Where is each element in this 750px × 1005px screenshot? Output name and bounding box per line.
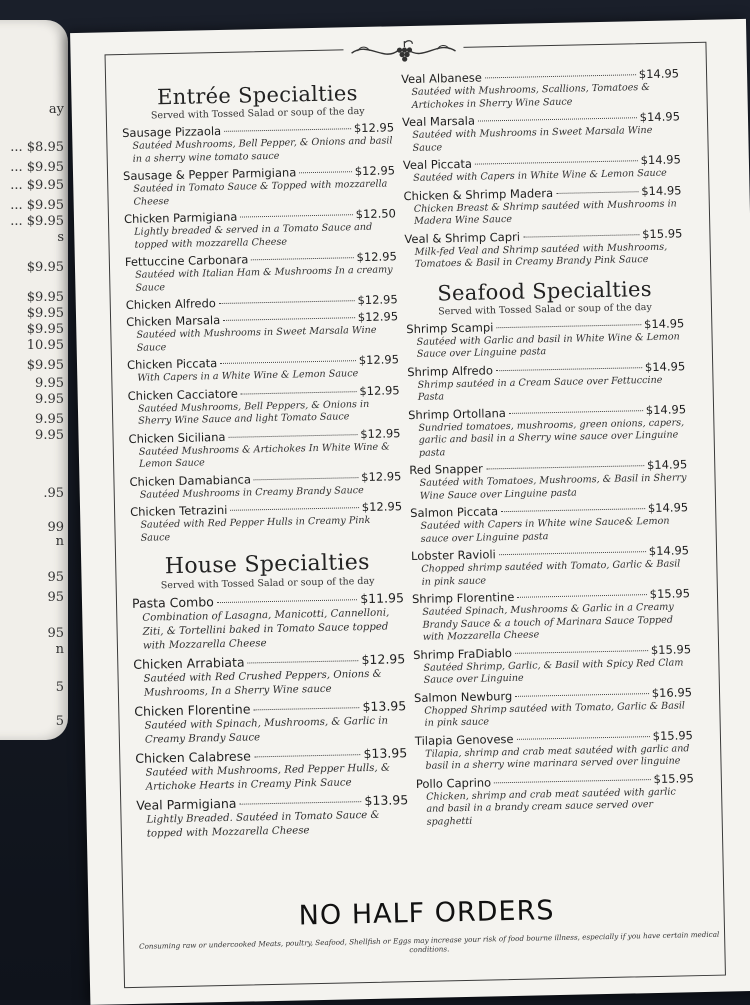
menu-item-price: $11.95 (360, 590, 405, 607)
menu-item-description: Milk-fed Veal and Shrimp sautéed with Mushrooms, Tomatoes & Basil in Creamy Brandy Pink Sauce (414, 241, 668, 270)
menu-item-name: Chicken & Shrimp Madera (403, 185, 554, 203)
left-page-fragment: $9.95 (26, 306, 64, 321)
menu-item-price: $12.95 (361, 468, 402, 484)
menu-item-price: $15.95 (649, 586, 691, 602)
menu-item-description: Tilapia, shrimp and crab meat sautéed with garlic and basil in a sherry wine marinara served over linguine (425, 742, 690, 772)
menu-item (403, 152, 682, 185)
dot-leader (496, 324, 641, 328)
dot-leader (248, 660, 359, 663)
dot-leader (515, 650, 648, 654)
menu-item-price: $15.95 (652, 727, 694, 743)
menu-item-price: $12.95 (354, 163, 396, 179)
menu-item (407, 359, 686, 405)
menu-item-name: Lobster Ravioli (410, 547, 496, 564)
left-page-fragment: .95 (43, 486, 64, 501)
menu-item-description: Sautéed Mushrooms, Bell Peppers, & Onions in Sherry Wine Sauce and light Tomato Sauce (137, 398, 370, 427)
dot-leader (515, 693, 649, 697)
left-page-fragment: 9.95 (35, 376, 64, 391)
menu-item-description: Combination of Lasagna, Manicotti, Cannelloni, Ziti, & Tortellini baked in Tomato Sauce topped with Mozzarella Cheese (142, 607, 390, 652)
left-page-fragment: $9.95 (26, 322, 64, 337)
grape-vine-ornament-icon (343, 35, 464, 68)
food-safety-disclaimer: Consuming raw or undercooked Meats, poultry, Seafood, Shellfish or Eggs may increase your risk of food bourne illness, especially if you have certain medical conditions. (138, 929, 720, 955)
dot-leader (523, 234, 639, 237)
menu-item-description: Sautéed with Mushrooms in Sweet Marsala Wine Sauce (136, 324, 377, 354)
menu-item-name: Chicken Parmigiana (123, 209, 238, 226)
left-page-fragment: $9.95 (26, 290, 64, 305)
left-page-fragment: ... $9.95 (10, 198, 64, 213)
menu-item (401, 66, 680, 112)
menu-item-price: $12.95 (356, 249, 397, 265)
menu-item (403, 183, 682, 229)
menu-item (124, 206, 397, 252)
menu-item (126, 292, 398, 312)
menu-item-price: $12.50 (355, 206, 397, 222)
dot-leader (217, 599, 357, 603)
menu-item-description: Sautéed with Red Pepper Hulls in Creamy Pink Sauce (140, 514, 371, 544)
entree-title: Entrée Specialties (156, 81, 358, 110)
menu-item-price: $13.95 (362, 698, 407, 715)
dot-leader (220, 360, 356, 364)
menu-item (128, 426, 401, 472)
menu-item-description: Sautéed with Mushrooms, Red Pepper Hulls, & Artichoke Hearts in Creamy Pink Sauce (145, 762, 391, 793)
house-list (132, 590, 409, 842)
menu-item-name: Chicken Damabianca (129, 471, 252, 489)
menu-item-name: Veal Albanese (400, 70, 483, 87)
menu-item (127, 352, 400, 385)
seafood-subtitle: Served with Tossed Salad or soup of the day (438, 301, 652, 317)
dot-leader (254, 477, 358, 480)
right-column (401, 66, 695, 832)
menu-item-price: $12.95 (357, 292, 398, 308)
left-page-fragment: $9.95 (26, 358, 64, 373)
left-page-fragment: ... $8.95 (10, 140, 64, 155)
menu-item-price: $15.95 (650, 641, 692, 657)
menu-item-name: Salmon Newburg (413, 688, 513, 705)
house-subtitle: Served with Tossed Salad or soup of the day (160, 575, 375, 592)
menu-item-name: Veal Marsala (401, 113, 476, 130)
menu-item (408, 402, 687, 460)
menu-item-description: Sundried tomatoes, mushrooms, green onions, capers, garlic and basil in a Sherry wine sauce over Linguine pasta (418, 416, 685, 459)
menu-item-name: Chicken Cacciatore (127, 386, 238, 403)
entree-subtitle: Served with Tossed Salad or soup of the day (150, 105, 365, 122)
menu-item-name: Shrimp Alfredo (407, 362, 494, 379)
dot-leader (509, 410, 643, 414)
left-page-fragment: 5 (55, 714, 64, 729)
menu-item-description: Sautéed Mushrooms & Artichokes In White Wine & Lemon Sauce (138, 440, 390, 470)
menu-item-price: $12.95 (360, 425, 401, 441)
menu-item-price: $12.95 (357, 309, 399, 325)
dot-leader (223, 317, 355, 321)
dot-leader (475, 160, 638, 164)
menu-item-description: Sautéed with Capers in White Wine & Lemon Sauce (413, 167, 667, 184)
dot-leader (496, 367, 642, 371)
left-page-fragment: 95 (47, 590, 64, 605)
left-page-fragment: 9.95 (35, 428, 64, 443)
dot-leader (239, 801, 361, 805)
menu-item-price: $14.95 (648, 543, 690, 559)
left-page-fragment: ... $9.95 (10, 160, 64, 175)
menu-item-description: Sautéed Mushrooms in Creamy Brandy Sauce (139, 484, 364, 501)
menu-item-description: Sautéed with Mushrooms, Scallions, Tomatoes & Artichokes in Sherry Wine Sauce (411, 81, 650, 111)
menu-page (70, 19, 750, 1005)
menu-item-description: Chicken, shrimp and crab meat sautéed with garlic and basil in a brandy cream sauce served over spaghetti (426, 786, 676, 828)
left-column (121, 74, 409, 845)
house-title: House Specialties (164, 549, 370, 580)
menu-item-price: $12.95 (353, 120, 395, 136)
menu-item-name: Salmon Piccata (410, 504, 499, 521)
dot-leader (251, 257, 353, 260)
menu-item-name: Tilapia Genovese (414, 731, 514, 748)
menu-item (132, 590, 405, 654)
entree-list (122, 120, 403, 545)
veal-list (401, 66, 683, 271)
menu-item-description: Sautéed with Capers in White wine Sauce& Lemon sauce over Linguine pasta (420, 515, 670, 545)
menu-item-description: Sautéed in Tomato Sauce & Topped with mozzarella Cheese (133, 178, 388, 208)
menu-item-name: Chicken Florentine (134, 701, 251, 719)
menu-item-name: Chicken Arrabiata (133, 654, 245, 672)
menu-item-name: Veal Parmigiana (136, 795, 237, 813)
left-page-fragment: 95 (47, 626, 64, 641)
menu-item (416, 771, 695, 829)
menu-item-description: Sautéed with Red Crushed Peppers, Onions & Mushrooms, In a Sherry Wine sauce (143, 668, 382, 699)
menu-item (125, 249, 398, 295)
menu-item-description: Sautéed with Spinach, Mushrooms, & Garlic in Creamy Brandy Sauce (144, 715, 389, 746)
menu-item (135, 745, 408, 795)
menu-item-name: Shrimp Florentine (411, 589, 515, 607)
menu-item (411, 543, 690, 589)
menu-item-name: Chicken Marsala (125, 312, 221, 329)
menu-item-description: Sautéed with Tomatoes, Mushrooms, & Basil in Sherry Wine Sauce over Linguine pasta (419, 472, 687, 502)
menu-item-description: Lightly Breaded. Sautéed in Tomato Sauce & topped with Mozzarella Cheese (146, 809, 380, 840)
menu-item-price: $12.95 (361, 499, 403, 515)
left-page-fragment: 9.95 (35, 412, 64, 427)
left-page-fragment: 10.95 (26, 338, 64, 353)
menu-item (123, 163, 396, 209)
menu-item-price: $14.95 (639, 109, 681, 125)
menu-item (415, 728, 694, 774)
left-page-fragment: 5 (55, 680, 64, 695)
menu-item-name: Veal Piccata (402, 156, 473, 173)
menu-item (412, 586, 691, 644)
left-menu-page (0, 20, 68, 740)
left-page-fragment: ay (48, 102, 64, 117)
menu-item-price: $15.95 (642, 225, 683, 241)
menu-item-line (126, 292, 398, 312)
menu-item (406, 316, 685, 362)
dot-leader (501, 508, 645, 512)
menu-item (122, 120, 395, 166)
menu-item-price: $12.95 (361, 651, 406, 668)
entree-section (121, 80, 403, 545)
house-section (131, 549, 409, 842)
left-page-fragment: $9.95 (26, 260, 64, 275)
dot-leader (254, 754, 361, 757)
dot-leader (517, 736, 650, 740)
menu-item (409, 457, 688, 503)
left-page-fragment: 95 (47, 570, 64, 585)
menu-item (414, 685, 693, 731)
menu-item (402, 109, 681, 155)
left-page-fragment: s (57, 230, 64, 245)
menu-item-description: Sautéed with Garlic and basil in White Wine & Lemon Sauce over Linguine pasta (416, 330, 680, 360)
menu-item-name: Chicken Siciliana (128, 429, 226, 446)
menu-item (413, 642, 692, 688)
menu-item (404, 226, 683, 272)
menu-item-name: Sausage Pizzaola (122, 123, 222, 141)
menu-item-price: $13.95 (364, 792, 409, 809)
left-page-fragment: ... $9.95 (10, 178, 64, 193)
dot-leader (228, 434, 357, 438)
menu-item-description: With Capers in a White Wine & Lemon Sauce (137, 368, 359, 384)
menu-item (134, 698, 407, 748)
menu-item-description: Chopped Shrimp sautéed with Tomato, Garlic & Basil in pink sauce (424, 699, 686, 729)
dot-leader (241, 391, 357, 394)
dot-leader (485, 74, 636, 78)
menu-item-price: $15.95 (653, 770, 694, 786)
menu-item-name: Chicken Piccata (126, 356, 218, 372)
dot-leader (494, 779, 650, 783)
left-page-fragment: ... $9.95 (10, 214, 64, 229)
menu-item-price: $14.95 (644, 358, 686, 374)
dot-leader (299, 171, 351, 173)
menu-item-description: Sautéed with Italian Ham & Mushrooms In a creamy Sauce (135, 264, 393, 294)
menu-item-name: Red Snapper (409, 461, 483, 478)
menu-item-name: Shrimp FraDiablo (413, 645, 513, 662)
menu-item-name: Pasta Combo (131, 594, 214, 611)
menu-item-price: $14.95 (646, 457, 688, 473)
menu-item-price: $14.95 (643, 315, 685, 331)
dot-leader (517, 594, 646, 598)
no-half-orders-notice: NO HALF ORDERS (298, 895, 555, 932)
menu-item (126, 309, 399, 355)
dot-leader (556, 191, 638, 194)
menu-item-price: $14.95 (647, 500, 689, 516)
menu-item-name: Chicken Alfredo (125, 296, 217, 312)
dot-leader (219, 300, 355, 304)
menu-item-name: Shrimp Scampi (406, 319, 494, 336)
menu-item-description: Shrimp sautéed in a Cream Sauce over Fettuccine Pasta (417, 374, 663, 403)
menu-item-name: Pollo Caprino (415, 774, 492, 791)
dot-leader (499, 551, 646, 555)
menu-item-description: Sautéed with Mushrooms in Sweet Marsala Wine Sauce (412, 124, 653, 154)
menu-item (128, 383, 401, 429)
left-page-fragment: 9.95 (35, 392, 64, 407)
menu-item-name: Shrimp Ortollana (407, 405, 507, 422)
menu-item-price: $12.95 (358, 352, 400, 368)
dot-leader (230, 507, 358, 511)
left-page-fragment: n (55, 642, 64, 657)
menu-item-description: Chicken Breast & Shrimp sautéed with Mushrooms in Madera Wine Sauce (413, 197, 677, 227)
menu-item-price: $14.95 (638, 66, 680, 82)
seafood-title: Seafood Specialties (437, 276, 653, 305)
menu-item-description: Sautéed Shrimp, Garlic, & Basil with Spicy Red Clam Sauce over Linguine (423, 656, 684, 686)
seafood-list (406, 316, 695, 829)
menu-item-name: Chicken Tetrazini (129, 502, 228, 519)
menu-item-description: Chopped shrimp sautéed with Tomato, Garlic & Basil in pink sauce (421, 558, 681, 588)
menu-item-price: $14.95 (645, 401, 687, 417)
left-page-fragment: 99 (47, 520, 64, 535)
dot-leader (240, 214, 352, 217)
menu-item (410, 500, 689, 546)
dot-leader (253, 707, 359, 710)
menu-item-description: Lightly breaded & served in a Tomato Sauce and topped with mozzarella Cheese (134, 221, 373, 251)
menu-item-name: Veal & Shrimp Capri (404, 229, 521, 246)
dot-leader (486, 465, 644, 469)
menu-item-price: $14.95 (641, 182, 682, 198)
seafood-section (405, 276, 694, 829)
menu-item-description: Sautéed Mushrooms, Bell Pepper, & Onions and basil in a sherry wine tomato sauce (132, 135, 393, 165)
dot-leader (224, 128, 351, 132)
left-page-fragment: n (55, 534, 64, 549)
menu-item-price: $13.95 (363, 745, 408, 762)
menu-item (136, 792, 409, 842)
menu-item (133, 651, 406, 701)
dot-leader (478, 117, 637, 121)
menu-item-description: Sautéed Spinach, Mushrooms & Garlic in a Creamy Brandy Sauce & a touch of Marinara Sauce Topped with Mozzarella Cheese (422, 601, 674, 643)
menu-item-price: $14.95 (640, 152, 681, 168)
menu-item (130, 499, 403, 545)
menu-item-name: Fettuccine Carbonara (124, 252, 249, 269)
menu-item-name: Sausage & Pepper Parmigiana (122, 165, 297, 183)
menu-item-price: $16.95 (651, 684, 693, 700)
menu-item (129, 469, 402, 502)
menu-item-price: $12.95 (359, 382, 400, 398)
menu-item-name: Chicken Calabrese (135, 748, 252, 766)
